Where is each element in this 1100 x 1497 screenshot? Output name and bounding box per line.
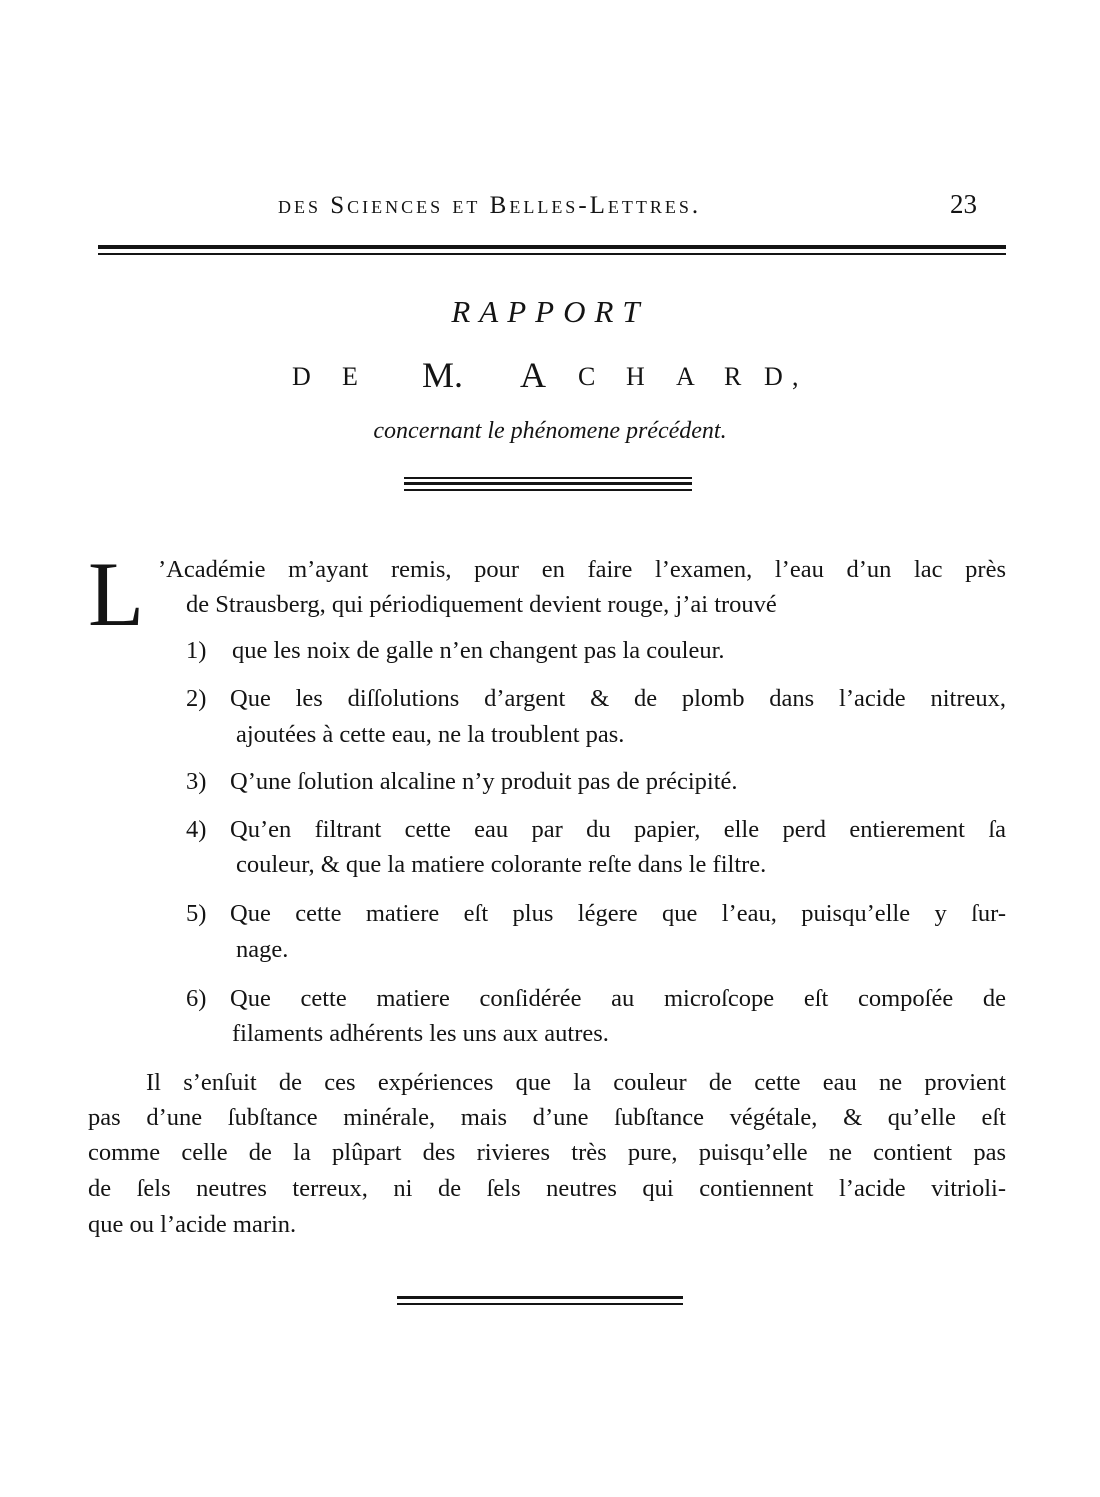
report-byline xyxy=(292,355,812,402)
byline-name-a: A xyxy=(520,355,546,395)
header-rule-thick xyxy=(98,245,1006,249)
intro-line-2: de Strausberg, qui périodiquement devient rouge, j’ai trouvé xyxy=(186,591,777,618)
byline-de-2: E xyxy=(342,362,358,391)
item-5-line-2: nage. xyxy=(236,936,289,963)
item-6-line-1: Que cette matiere conſidérée au microſcope eſt compoſée de xyxy=(230,985,1006,1012)
closing-rule-thin xyxy=(397,1303,683,1305)
header-rule-thin xyxy=(98,253,1006,255)
title-rule-thick xyxy=(404,482,692,485)
item-2-number: 2) xyxy=(186,685,207,712)
item-4-line-2: couleur, & que la matiere colorante reſte dans le filtre. xyxy=(236,851,767,878)
byline-name-c: C xyxy=(578,362,596,391)
item-3-line-1: Q’une ſolution alcaline n’y produit pas de précipité. xyxy=(230,768,738,795)
item-5-line-1: Que cette matiere eſt plus légere que l’eau, puisqu’elle y ſur- xyxy=(230,900,1006,927)
title-rule-thin-top xyxy=(404,477,692,479)
conclusion-line-2: pas d’une ſubſtance minérale, mais d’une ſubſtance végétale, & qu’elle eſt xyxy=(88,1104,1006,1131)
item-1-number: 1) xyxy=(186,637,207,664)
item-2-line-2: ajoutées à cette eau, ne la troublent pas. xyxy=(236,721,625,748)
item-2-line-1: Que les diſſolutions d’argent & de plomb dans l’acide nitreux, xyxy=(230,685,1006,712)
drop-cap: L xyxy=(88,543,145,645)
conclusion-line-3: comme celle de la plûpart des rivieres très pure, puisqu’elle ne contient pas xyxy=(88,1139,1006,1166)
item-5-number: 5) xyxy=(186,900,207,927)
report-subtitle: concernant le phénomene précédent. xyxy=(373,418,727,444)
byline-name-a2: A xyxy=(676,362,695,391)
item-4-line-1: Qu’en filtrant cette eau par du papier, elle perd entierement ſa xyxy=(230,816,1006,843)
item-4-number: 4) xyxy=(186,816,207,843)
byline-name-comma: , xyxy=(792,362,799,391)
conclusion-line-4: de ſels neutres terreux, ni de ſels neutres qui contiennent l’acide vitrioli- xyxy=(88,1175,1006,1202)
title-rule-thin-bottom xyxy=(404,489,692,491)
byline-name-r: R xyxy=(724,362,742,391)
byline-de-1: D xyxy=(292,362,311,391)
report-heading: RAPPORT xyxy=(451,294,649,329)
conclusion-line-1: Il s’enſuit de ces expériences que la couleur de cette eau ne provient xyxy=(146,1069,1006,1096)
byline-name-d: D xyxy=(764,362,783,391)
byline-name-m: M. xyxy=(422,355,464,395)
item-6-number: 6) xyxy=(186,985,207,1012)
item-1-line-1: que les noix de galle n’en changent pas la couleur. xyxy=(232,637,725,664)
item-6-line-2: filaments adhérents les uns aux autres. xyxy=(232,1020,609,1047)
item-3-number: 3) xyxy=(186,768,207,795)
byline-name-h: H xyxy=(626,362,645,391)
page-number: 23 xyxy=(950,189,977,219)
running-title: des Sciences et Belles-Lettres. xyxy=(278,192,702,219)
closing-rule-thick xyxy=(397,1296,683,1299)
intro-line-1: ’Académie m’ayant remis, pour en faire l’examen, l’eau d’un lac près xyxy=(158,556,1006,583)
conclusion-line-5: que ou l’acide marin. xyxy=(88,1211,297,1238)
